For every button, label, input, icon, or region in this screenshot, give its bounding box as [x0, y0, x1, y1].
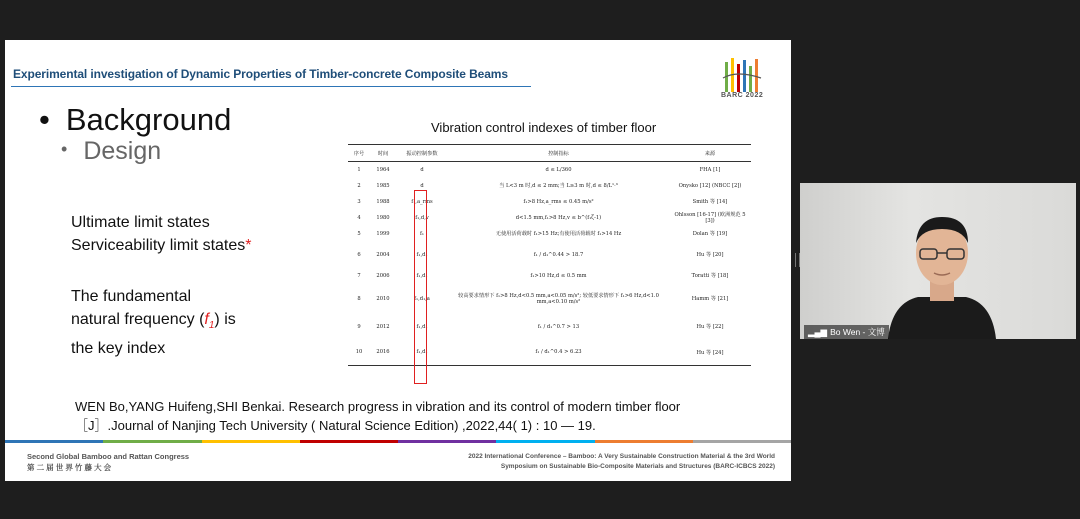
table-cell: f₁,d₁: [416, 272, 428, 279]
table-cell: 3: [357, 198, 361, 205]
table-cell: Hu 等 [24]: [669, 340, 751, 366]
stripe-segment: [398, 440, 496, 443]
table-cell: 10: [348, 340, 370, 366]
table-cell: Dolan 等 [19]: [692, 231, 728, 237]
color-stripe: [5, 440, 791, 443]
table-cell: f₁,d₁,a: [414, 295, 430, 302]
table-cell: 较高要求情形下 f₁>8 Hz,d<0.5 mm,a<0.05 m/s²; 较低要求情形下 f₁>6 Hz,d<1.0 mm,a<0.10 m/s²: [458, 293, 659, 305]
col-header: 来源: [669, 145, 751, 162]
vibration-table: [348, 144, 751, 366]
table-cell: 当 L<3 m 时,d ≤ 2 mm;当 L≥3 m 时,d ≤ 8/L¹·³: [499, 183, 618, 189]
table-cell: f₁ / d₁^0.4 > 6.23: [448, 340, 669, 366]
table-cell: f₁ / d₁^0.7 > 13: [537, 323, 580, 330]
signal-bars-icon: ▂▄▆: [808, 327, 828, 337]
table-cell: Hu 等 [22]: [696, 324, 724, 330]
reference-line-1: WEN Bo,YANG Huifeng,SHI Benkai. Research progress in vibration and its control of modern timber floor: [75, 399, 681, 414]
table-cell: d: [420, 182, 424, 189]
table-row: [348, 162, 751, 178]
table-cell: Hamm 等 [21]: [691, 296, 729, 302]
logo-caption: BARC 2022: [721, 92, 764, 99]
table-cell: d<1.5 mm,f₁>8 Hz,v ≤ b^(f₁ζ-1): [515, 214, 602, 221]
table-cell: Ohlsson [16-17] (欧洲规范 5 [3]): [674, 212, 746, 224]
table-cell: 5: [357, 230, 361, 237]
table-row: [348, 226, 751, 242]
table-cell: 2010: [376, 295, 390, 302]
participant-name: Bo Wen - 文博: [830, 327, 885, 337]
table-header-row: [348, 145, 751, 162]
table-cell: f₁,d₁: [416, 251, 428, 258]
footer-right-line-1: 2022 International Conference – Bamboo: A Very Sustainable Construction Material & the 3rd World: [468, 453, 775, 460]
asterisk-mark: *: [245, 237, 252, 254]
col-header: 序号: [348, 145, 370, 162]
table-cell: 无使用活荷载时 f₁>15 Hz;有使用活荷载时 f₁>14 Hz: [495, 231, 622, 237]
freq-line-3: the key index: [71, 340, 166, 358]
table-cell: f₁>8 Hz,a_rms ≤ 0.45 m/s²: [523, 198, 594, 205]
stripe-segment: [103, 440, 201, 443]
participant-avatar: [888, 203, 996, 339]
ultimate-limit-line: Ultimate limit states: [71, 214, 210, 231]
title-underline: [11, 86, 531, 87]
bullet-background: • Background: [39, 102, 232, 137]
footer-left-line-1: Second Global Bamboo and Rattan Congress: [27, 452, 190, 461]
footer-congress: [27, 451, 189, 473]
limit-states-text: [71, 211, 252, 257]
table-cell: f₁,a_rms: [411, 198, 433, 205]
table-cell: 2016: [370, 340, 396, 366]
table-cell: 2006: [376, 272, 390, 279]
stripe-segment: [693, 440, 791, 443]
table-cell: Onysko [12] (NBCC [2]): [678, 182, 742, 189]
table-row: [348, 210, 751, 226]
parameter-highlight-box: [414, 190, 427, 384]
table-row: [348, 178, 751, 194]
col-header: 时间: [370, 145, 396, 162]
table-cell: 1: [357, 166, 361, 173]
table-cell: 1988: [376, 198, 390, 205]
table-cell: 9: [357, 323, 361, 330]
footer-conference: [468, 452, 775, 472]
table-cell: f₁,d,v: [415, 214, 429, 221]
table-cell: FHA [1]: [699, 166, 721, 173]
table-cell: 4: [357, 214, 361, 221]
stripe-segment: [202, 440, 300, 443]
table-cell: 1964: [376, 166, 390, 173]
reference-line-2: ［J］.Journal of Nanjing Tech University ( Natural Science Edition) ,2022,44( 1) : 10 — 19.: [75, 418, 596, 433]
table-cell: d: [420, 166, 424, 173]
footer-right-line-2: Symposium on Sustainable Bio-Composite Materials and Structures (BARC-ICBCS 2022): [500, 463, 775, 470]
table-cell: 6: [357, 251, 361, 258]
table-cell: f₁,d₁: [416, 323, 428, 330]
table-row: [348, 194, 751, 210]
table-cell: d ≤ L/360: [545, 166, 572, 173]
bullet-design-text: Design: [83, 137, 162, 165]
freq-line-1: The fundamental: [71, 288, 192, 305]
table-row: [348, 268, 751, 284]
stripe-segment: [496, 440, 594, 443]
participant-name-tag: [804, 325, 889, 339]
reference-citation: [75, 397, 775, 435]
table-cell: f₁ / d₁^0.44 > 18.7: [533, 251, 584, 258]
table-row: [348, 242, 751, 268]
table-cell: 1999: [376, 230, 390, 237]
bullet-background-text: Background: [65, 102, 232, 137]
table-cell: 1980: [376, 214, 390, 221]
stripe-segment: [300, 440, 398, 443]
table-cell: 7: [357, 272, 361, 279]
presentation-slide: [5, 40, 791, 481]
table-cell: 1985: [376, 182, 390, 189]
table-row: [348, 340, 751, 366]
col-header: 控制指标: [448, 145, 669, 162]
table-cell: f₁>10 Hz,d ≤ 0.5 mm: [530, 272, 587, 279]
stripe-segment: [5, 440, 103, 443]
table-cell: Hu 等 [20]: [696, 252, 724, 258]
stripe-segment: [595, 440, 693, 443]
table-cell: 2012: [376, 323, 390, 330]
table-row: [348, 284, 751, 314]
slide-title: Experimental investigation of Dynamic Properties of Timber-concrete Composite Beams: [13, 67, 508, 81]
table-caption: Vibration control indexes of timber floor: [431, 120, 657, 135]
table-cell: Smith 等 [14]: [692, 199, 728, 205]
freq-line-2: natural frequency $(f_1)$ is: [71, 311, 236, 332]
bullet-design: • Design: [61, 137, 162, 165]
table-cell: 2004: [376, 251, 390, 258]
table-cell: Toratti 等 [18]: [691, 273, 729, 279]
table-cell: 2: [357, 182, 361, 189]
table-row: [348, 314, 751, 340]
col-header: 振动控制参数: [396, 145, 448, 162]
f1-symbol: $f_1$: [204, 311, 215, 332]
serviceability-limit-line: Serviceability limit states*: [71, 237, 252, 254]
table-cell: f₁,d₁: [396, 340, 448, 366]
table-cell: f₁: [420, 230, 424, 237]
participant-video-tile[interactable]: [800, 183, 1076, 339]
table-cell: 8: [357, 295, 361, 302]
frequency-text: [71, 285, 236, 360]
footer-left-line-2: 第 二 届 世 界 竹 藤 大 会: [27, 463, 112, 472]
